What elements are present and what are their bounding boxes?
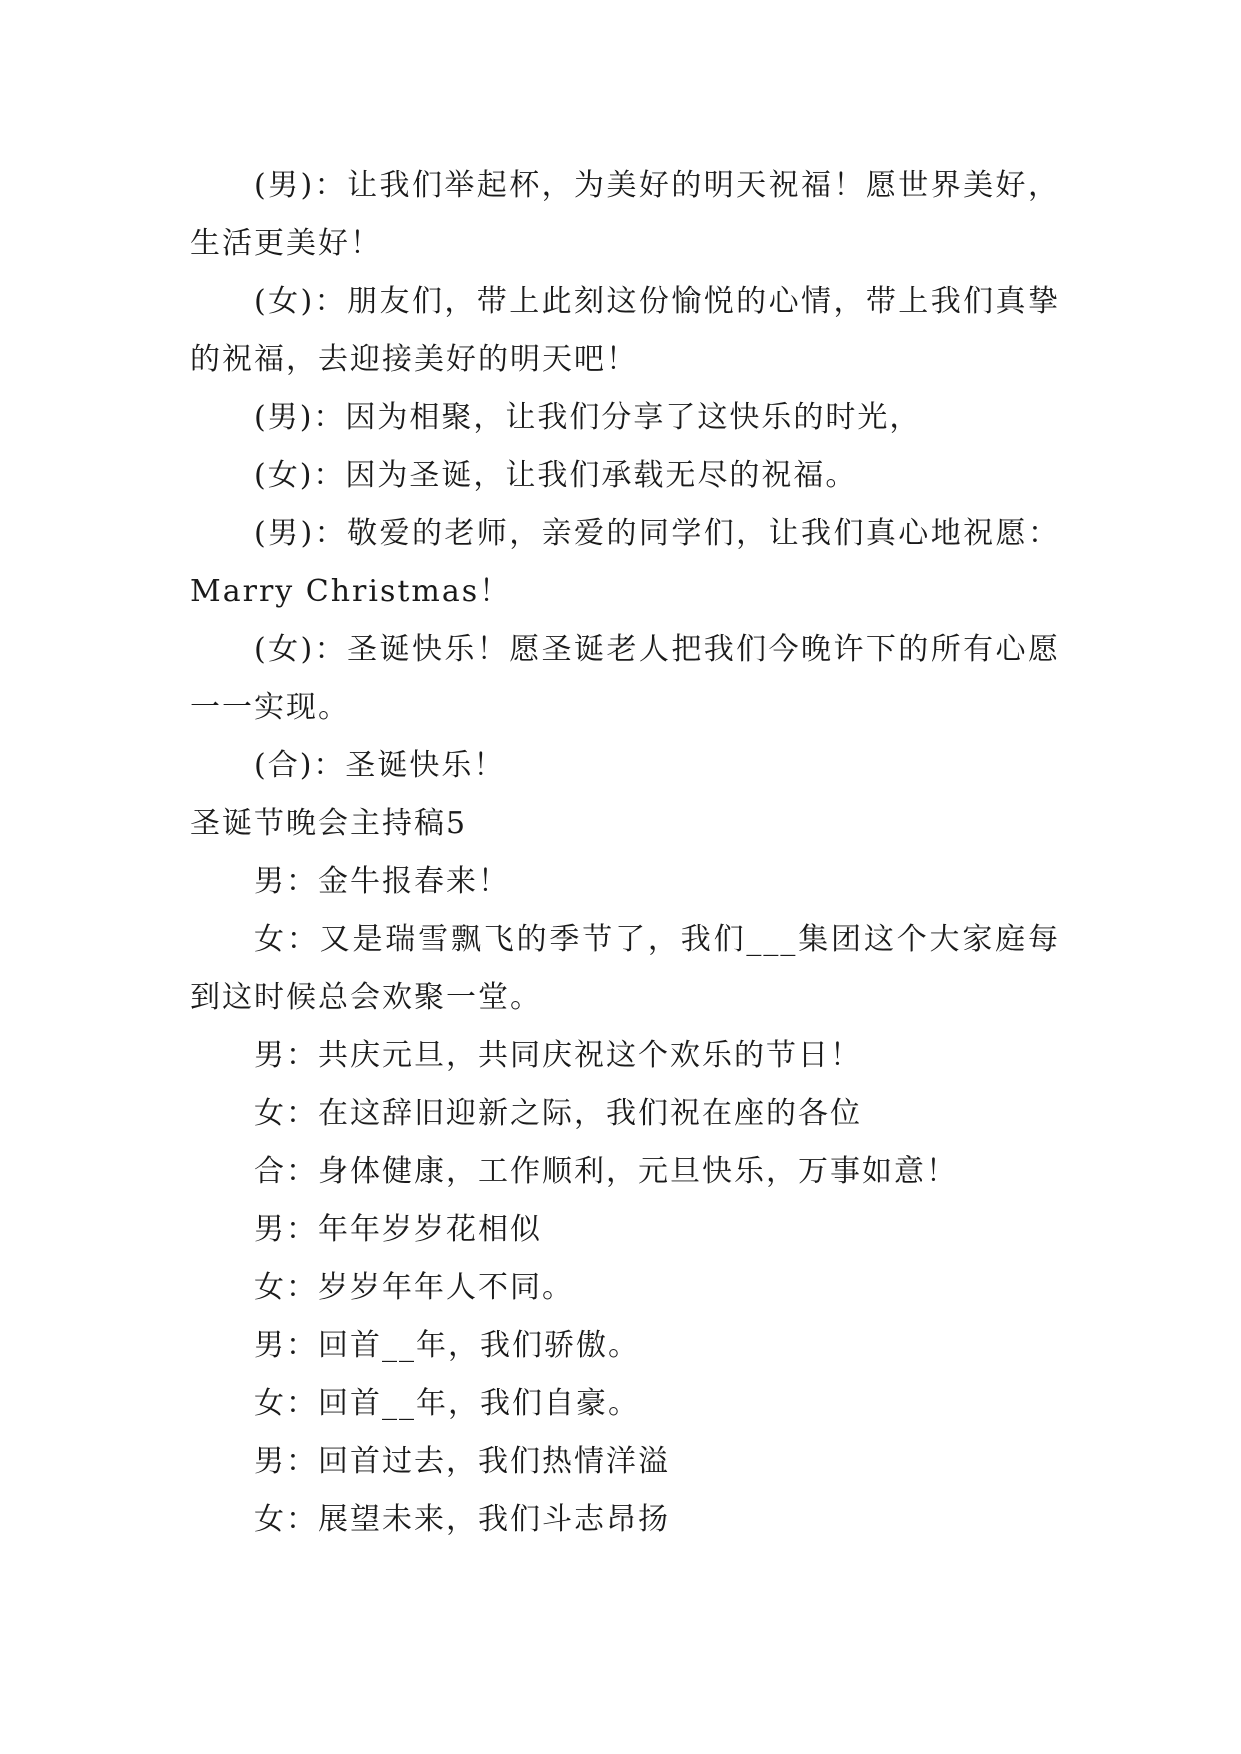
paragraph: 合：身体健康，工作顺利，元旦快乐，万事如意！ xyxy=(254,1154,958,1189)
paragraph: 女：岁岁年年人不同。 xyxy=(254,1270,574,1305)
section-heading: 圣诞节晚会主持稿5 xyxy=(190,806,468,841)
paragraph: (女)：朋友们，带上此刻这份愉悦的心情，带上我们真挚的祝福，去迎接美好的明天吧！ xyxy=(190,284,1060,377)
paragraph: (女)：因为圣诞，让我们承载无尽的祝福。 xyxy=(254,458,858,493)
paragraph: (女)：圣诞快乐！愿圣诞老人把我们今晚许下的所有心愿一一实现。 xyxy=(190,632,1060,725)
paragraph: (男)：因为相聚，让我们分享了这快乐的时光， xyxy=(254,400,922,435)
paragraph: 男：金牛报春来！ xyxy=(254,864,510,899)
paragraph: 女：又是瑞雪飘飞的季节了，我们___集团这个大家庭每到这时候总会欢聚一堂。 xyxy=(190,922,1060,1015)
paragraph: (合)：圣诞快乐！ xyxy=(254,748,506,783)
paragraph: 女：展望未来，我们斗志昂扬 xyxy=(254,1502,670,1537)
paragraph: 女：在这辞旧迎新之际，我们祝在座的各位 xyxy=(254,1096,862,1131)
document-body xyxy=(190,157,1060,1549)
paragraph: (男)：让我们举起杯，为美好的明天祝福！愿世界美好，生活更美好！ xyxy=(190,168,1060,261)
paragraph: 女：回首__年，我们自豪。 xyxy=(254,1386,640,1421)
paragraph: 男：年年岁岁花相似 xyxy=(254,1212,542,1247)
paragraph: 男：回首过去，我们热情洋溢 xyxy=(254,1444,670,1479)
paragraph: (男)：敬爱的老师，亲爱的同学们，让我们真心地祝愿：Marry Christmas！ xyxy=(190,516,1060,609)
paragraph: 男：回首__年，我们骄傲。 xyxy=(254,1328,640,1363)
paragraph: 男：共庆元旦，共同庆祝这个欢乐的节日！ xyxy=(254,1038,862,1073)
